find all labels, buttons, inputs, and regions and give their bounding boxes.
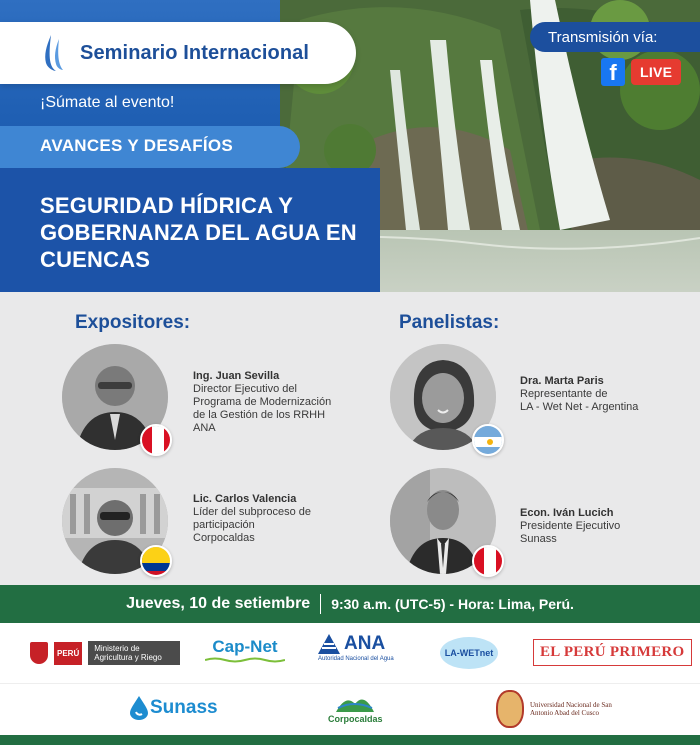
event-date: Jueves, 10 de setiembre <box>126 595 311 612</box>
ana-mountain-icon <box>318 634 340 654</box>
transmission-label: Transmisión vía: <box>530 22 700 52</box>
argentina-flag-icon <box>472 424 504 456</box>
speaker-info <box>193 493 343 545</box>
panelist-info <box>520 507 680 546</box>
peru-flag-icon <box>140 424 172 456</box>
sponsor-logos-row-2 <box>0 683 700 735</box>
peru-shield-icon <box>30 642 48 664</box>
sponsor-logos-row-1 <box>0 623 700 683</box>
event-header <box>0 0 700 292</box>
panelist-info <box>520 375 680 414</box>
water-drop-logo-icon <box>42 33 68 73</box>
speaker-role: Director Ejecutivo del Programa de Modernización de la Gestión de los RRHH ANA <box>193 383 332 434</box>
lawet-logo: LA-WETnet <box>440 637 498 669</box>
bottom-green-bar <box>0 735 700 745</box>
capnet-text: Cap-Net <box>212 637 278 656</box>
unsaac-seal-icon <box>496 690 524 728</box>
sunass-logo <box>130 696 218 720</box>
speaker-name: Ing. Juan Sevilla <box>193 370 280 382</box>
sunass-drop-icon <box>130 696 148 720</box>
corpocaldas-logo <box>328 690 383 724</box>
unsaac-text: Universidad Nacional de San Antonio Abad del Cusco <box>530 701 612 717</box>
event-time: 9:30 a.m. (UTC-5) - Hora: Lima, Perú. <box>331 596 574 612</box>
corpocaldas-mountain-icon <box>334 690 376 714</box>
advances-heading: AVANCES Y DESAFÍOS <box>40 136 234 155</box>
capnet-wave-icon <box>205 657 285 663</box>
minag-ministry-label: Ministerio de Agricultura y Riego <box>88 641 180 665</box>
expositores-heading: Expositores: <box>75 312 191 333</box>
panelist-name: Econ. Iván Lucich <box>520 507 614 519</box>
speaker-name: Lic. Carlos Valencia <box>193 493 297 505</box>
peru-primero-logo: EL PERÚ PRIMERO <box>533 639 692 666</box>
peru-flag-icon <box>472 545 504 577</box>
facebook-live-badge[interactable] <box>601 58 681 86</box>
seminar-main-title: SEGURIDAD HÍDRICA Y GOBERNANZA DEL AGUA EN CUENCAS <box>40 193 357 272</box>
date-separator <box>320 594 321 614</box>
panelist-role: Presidente Ejecutivo Sunass <box>520 520 621 545</box>
colombia-flag-icon <box>140 545 172 577</box>
event-title: Seminario Internacional <box>80 41 310 64</box>
capnet-logo <box>205 637 285 663</box>
event-date-bar <box>0 585 700 623</box>
ana-text: ANA <box>344 633 386 654</box>
panelist-name: Dra. Marta Paris <box>520 375 604 387</box>
ana-logo <box>318 633 394 662</box>
corpocaldas-text: Corpocaldas <box>328 714 383 724</box>
panelistas-heading: Panelistas: <box>399 312 500 333</box>
minag-logo <box>30 641 180 665</box>
event-title-pill <box>0 22 356 84</box>
ana-subtitle: Autoridad Nacional del Agua <box>318 656 394 662</box>
speaker-info <box>193 370 343 435</box>
join-event-text: ¡Súmate al evento! <box>40 94 175 111</box>
panelist-role: Representante de LA - Wet Net - Argentina <box>520 388 639 413</box>
speaker-role: Líder del subproceso de participación Corpocaldas <box>193 506 312 544</box>
minag-peru-label: PERÚ <box>54 642 82 665</box>
facebook-icon: f <box>601 58 625 86</box>
live-badge: LIVE <box>631 59 681 85</box>
unsaac-logo <box>496 690 622 728</box>
sunass-text: Sunass <box>150 697 218 718</box>
